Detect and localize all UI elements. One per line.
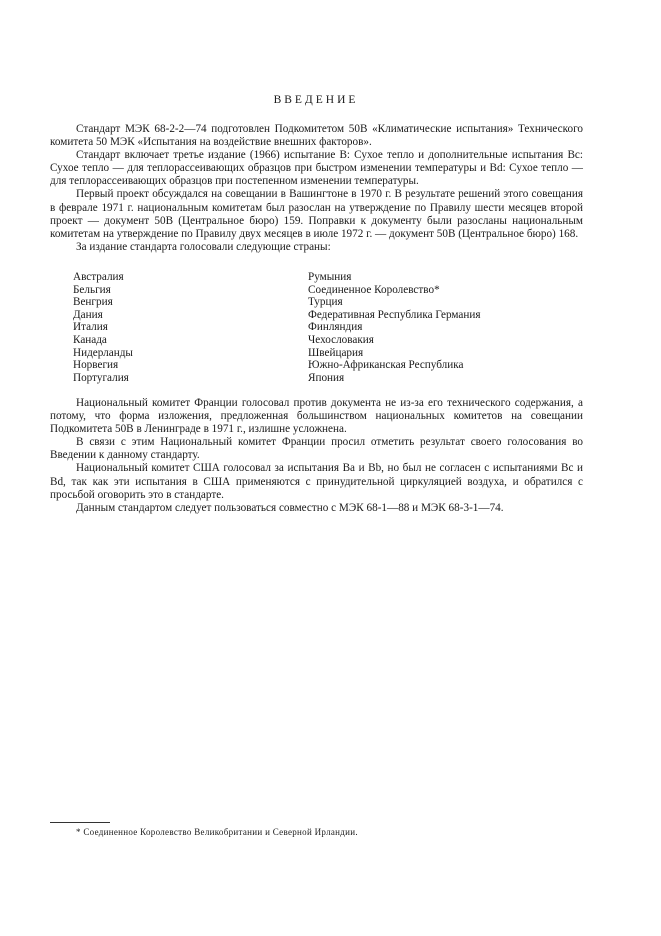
country-item: Южно-Африканская Республика (308, 359, 464, 372)
paragraph-france-vote: Национальный комитет Франции голосовал против документа не из-за его технического содержания, а потому, что форма изложения, предложенная большинством национальных комитетов на совещании Подкомитета 50В в Ленинграде в 1971 г., излишне усложнена. (50, 397, 583, 436)
country-item: Румыния (308, 271, 352, 283)
paragraph-france-request: В связи с этим Национальный комитет Франции просил отметить результат своего голосования во Введении к данному стандарту. (50, 436, 583, 462)
country-item: Соединенное Королевство* (308, 283, 440, 296)
country-item: Турция (308, 296, 343, 309)
paragraph-contents: Стандарт включает третье издание (1966) испытание В: Сухое тепло и дополнительные испытания Вс: Сухое тепло — для теплорассеивающих образцов при быстром изменении температуры и Bd: Сухое тепло — для теплорассеивающих образцов при постепенном изменении температуры. (50, 149, 583, 188)
footnote-divider (50, 822, 110, 823)
country-item: Канада (73, 333, 107, 346)
country-item: Дания (73, 308, 103, 321)
paragraph-usa-vote: Национальный комитет США голосовал за испытания Ва и Bb, но был не согласен с испытаниями Вс и Bd, так как эти испытания в США применяются с принудительной циркуляцией воздуха, и обратился с просьбой оговорить это в стандарте. (50, 462, 583, 501)
country-item: Федеративная Республика Германия (308, 308, 481, 321)
country-item: Португалия (73, 371, 129, 384)
paragraph-voting-intro: За издание стандарта голосовали следующие страны: (76, 240, 331, 253)
country-item: Швейцария (308, 346, 364, 359)
country-item: Австралия (73, 271, 124, 283)
country-item: Бельгия (73, 283, 111, 296)
section-heading: ВВЕДЕНИЕ (273, 94, 359, 106)
country-item: Венгрия (73, 296, 113, 309)
country-item: Италия (73, 321, 108, 334)
country-item: Япония (308, 371, 345, 384)
country-item: Нидерланды (73, 346, 133, 359)
intro-text (50, 123, 583, 254)
paragraph-origin: Стандарт МЭК 68-2-2—74 подготовлен Подкомитетом 50В «Климатические испытания» Технического комитета 50 МЭК «Испытания на воздействие внешних факторов». (50, 123, 583, 149)
country-column-right (308, 271, 480, 384)
country-item: Финляндия (308, 321, 363, 334)
country-column-left (73, 271, 133, 384)
country-item: Норвегия (73, 359, 119, 372)
paragraph-usage: Данным стандартом следует пользоваться совместно с МЭК 68-1—88 и МЭК 68-3-1—74. (76, 501, 504, 514)
country-item: Чехословакия (308, 333, 374, 346)
paragraph-history: Первый проект обсуждался на совещании в Вашингтоне в 1970 г. В результате решений этого совещания в феврале 1971 г. национальным комитетам был разослан на утверждение по Правилу шести месяцев второй проект — документ 50В (Центральное бюро) 159. Поправки к документу были разосланы национальным комитетам на утверждение по Правилу двух месяцев в июле 1972 г. — документ 50В (Центральное бюро) 168. (50, 188, 583, 240)
footnote: * Соединенное Королевство Великобритании и Северной Ирландии. (76, 827, 358, 837)
outro-text (50, 397, 583, 515)
